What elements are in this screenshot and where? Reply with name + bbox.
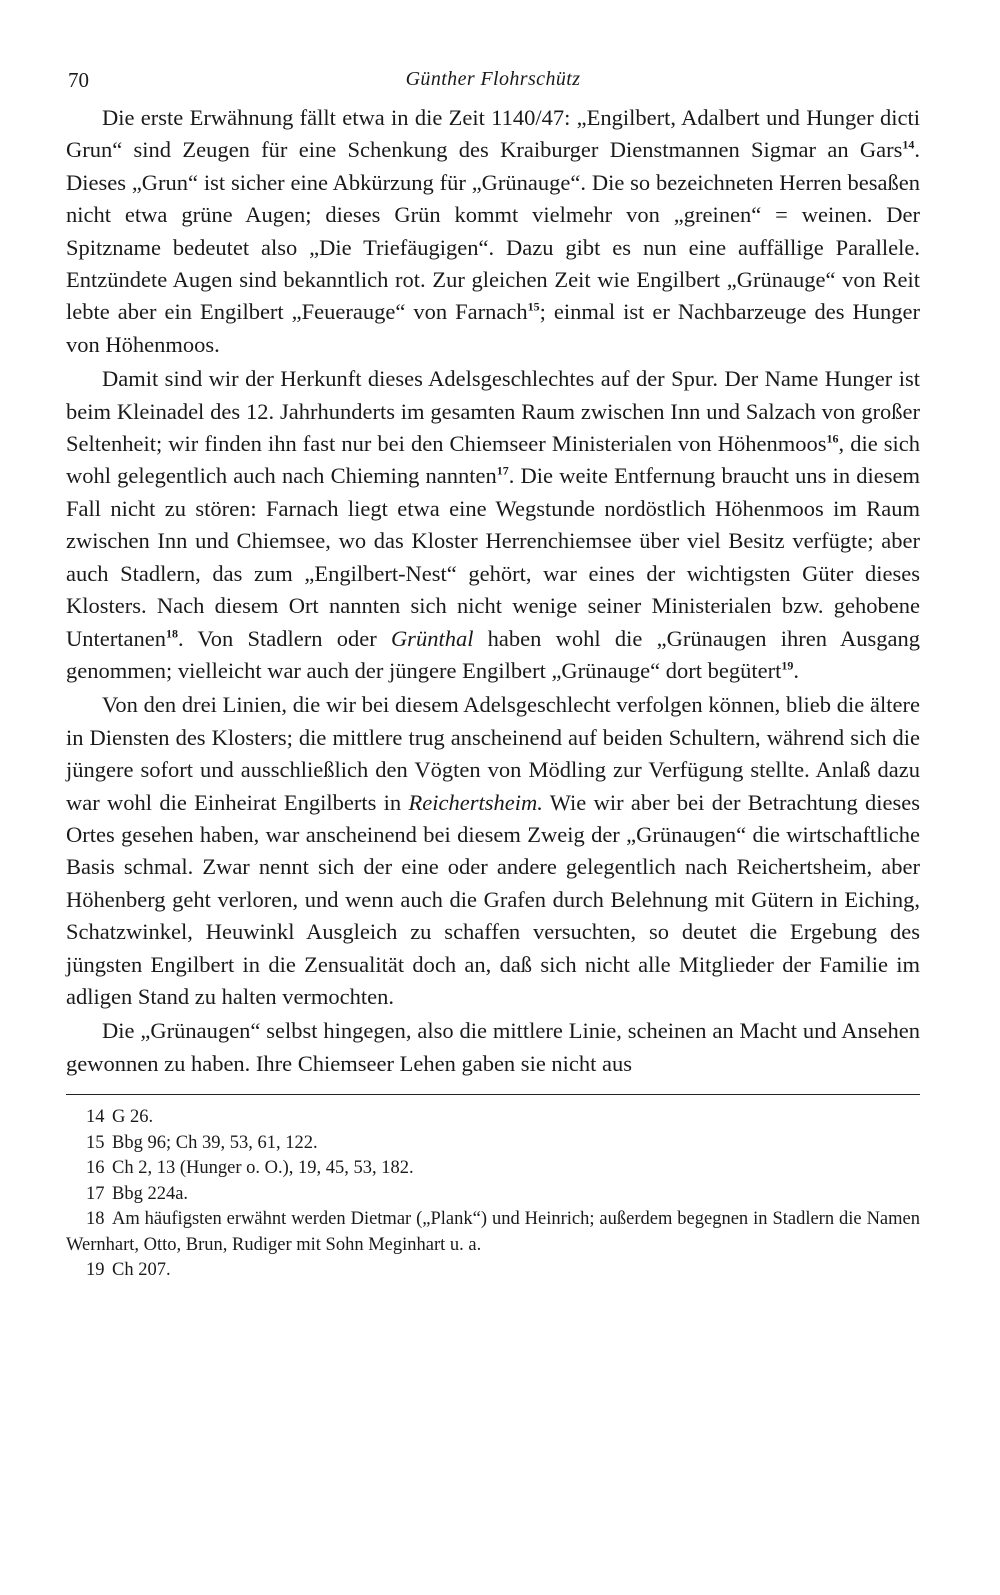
footnote-text: Am häufigsten erwähnt werden Dietmar („Plank“) und Heinrich; außerdem begegnen in Stadlern die Namen Wernhart, Otto, Brun, Rudiger mit Sohn Meginhart u. a. bbox=[66, 1209, 920, 1255]
footnote-text: Bbg 96; Ch 39, 53, 61, 122. bbox=[112, 1132, 318, 1153]
footnote-text: G 26. bbox=[112, 1107, 154, 1128]
paragraph-text: ; einmal ist er Nachbarzeuge des Hunger von Höhenmoos. bbox=[66, 299, 920, 357]
italic-place-name: Reichertsheim. bbox=[408, 789, 543, 815]
footnote bbox=[66, 1182, 920, 1208]
paragraph-text: Die „Grünaugen“ selbst hingegen, also die mittlere Linie, scheinen an Macht und Ansehen gewonnen zu haben. Ihre Chiemseer Lehen gaben sie nicht aus bbox=[66, 1018, 920, 1076]
paragraph-text: haben wohl die „Grünaugen ihren Ausgang genommen; vielleicht war auch der jüngere Engilbert „Grünauge“ dort begütert bbox=[66, 625, 920, 683]
page-number: 70 bbox=[68, 68, 89, 92]
footnote-text: Bbg 224a. bbox=[112, 1183, 189, 1204]
paragraph bbox=[66, 102, 920, 361]
footnote-number: 18 bbox=[86, 1209, 105, 1230]
footnote-number: 14 bbox=[86, 1107, 105, 1128]
body-text bbox=[66, 102, 920, 1080]
running-head bbox=[66, 68, 920, 102]
footnote-reference: 15 bbox=[527, 299, 540, 314]
book-page bbox=[66, 68, 920, 1284]
footnote-divider bbox=[66, 1094, 920, 1095]
paragraph bbox=[66, 689, 920, 1013]
paragraph-text: . Die weite Entfernung braucht uns in diesem Fall nicht zu stören: Farnach liegt etwa eine Wegstunde nordöstlich Höhenmoos im Raum zwischen Inn und Chiemsee, wo das Kloster Herrenchiemsee über viel Besitz verfügte; aber auch Stadlern, das zum „Engilbert-Nest“ gehört, war eines der wichtigsten Güter dieses Klosters. Nach diesem Ort nannten sich nicht wenige seiner Ministerialen bzw. gehobene Untertanen bbox=[66, 463, 920, 651]
footnote-reference: 14 bbox=[902, 137, 915, 152]
footnote-reference: 17 bbox=[496, 463, 509, 478]
paragraph bbox=[66, 363, 920, 687]
running-title: Günther Flohrschütz bbox=[405, 68, 581, 90]
footnote-text: Ch 207. bbox=[112, 1260, 171, 1281]
paragraph-text: Die erste Erwähnung fällt etwa in die Zeit 1140/47: „Engilbert, Adalbert und Hunger dicti Grun“ sind Zeugen für eine Schenkung des Kraiburger Dienstmannen Sigmar an Gars bbox=[66, 105, 920, 163]
footnote-reference: 16 bbox=[826, 431, 839, 446]
footnote-number: 16 bbox=[86, 1158, 105, 1179]
paragraph-text: Von den drei Linien, die wir bei diesem Adelsgeschlecht verfolgen können, blieb die ältere in Diensten des Klosters; die mittlere trug anscheinend auf beiden Schultern, während sich die jüngere sofort und ausschließlich den Vögten von Mödling zur Verfügung stellte. Anlaß dazu war wohl die Einheirat Engilberts in bbox=[66, 692, 920, 815]
footnote-reference: 19 bbox=[781, 658, 794, 673]
footnote bbox=[66, 1105, 920, 1131]
paragraph bbox=[66, 1015, 920, 1080]
footnote-number: 17 bbox=[86, 1183, 105, 1204]
paragraph-text: Damit sind wir der Herkunft dieses Adelsgeschlechtes auf der Spur. Der Name Hunger ist beim Kleinadel des 12. Jahrhunderts im gesamten Raum zwischen Inn und Salzach von großer Seltenheit; wir finden ihn fast nur bei den Chiemseer Ministerialen von Höhenmoos bbox=[66, 366, 920, 457]
paragraph-text: , die sich wohl gelegentlich auch nach Chieming nannten bbox=[66, 431, 921, 489]
paragraph-text: . Dieses „Grun“ ist sicher eine Abkürzung für „Grünauge“. Die so bezeichneten Herren besaßen nicht etwa grüne Augen; dieses Grün kommt vielmehr von „greinen“ = weinen. Der Spitzname bedeutet also „Die Triefäugigen“. Dazu gibt es nun eine auffällige Parallele. Entzündete Augen sind bekanntlich rot. Zur gleichen Zeit wie Engilbert „Grünauge“ von Reit lebte aber ein Engilbert „Feuerauge“ von Farnach bbox=[66, 137, 920, 325]
footnote-number: 15 bbox=[86, 1132, 105, 1153]
italic-place-name: Grünthal bbox=[390, 625, 474, 651]
footnotes bbox=[66, 1105, 920, 1284]
footnote bbox=[66, 1258, 920, 1284]
footnote bbox=[66, 1131, 920, 1157]
paragraph-text: Wie wir aber bei der Betrachtung dieses Ortes gesehen haben, war anscheinend bei diesem Zweig der „Grünaugen“ die wirtschaftliche Basis schmal. Zwar nennt sich der eine oder andere gelegentlich nach Reichertsheim, aber Höhenberg geht verloren, und wenn auch die Grafen durch Belehnung mit Gütern in Eiching, Schatzwinkel, Heuwinkl Ausgleich zu schaffen versuchten, so deutet die Ergebung des jüngsten Engilbert in die Zensualität doch an, daß sich nicht alle Mitglieder der Familie im adligen Stand zu halten vermochten. bbox=[66, 789, 920, 1009]
footnote-text: Ch 2, 13 (Hunger o. O.), 19, 45, 53, 182. bbox=[112, 1158, 414, 1179]
paragraph-text: . Von Stadlern oder bbox=[177, 625, 391, 651]
footnote bbox=[66, 1207, 920, 1258]
footnote bbox=[66, 1156, 920, 1182]
footnote-reference: 18 bbox=[165, 626, 178, 640]
footnote-number: 19 bbox=[86, 1260, 105, 1281]
paragraph-text: . bbox=[793, 657, 799, 683]
